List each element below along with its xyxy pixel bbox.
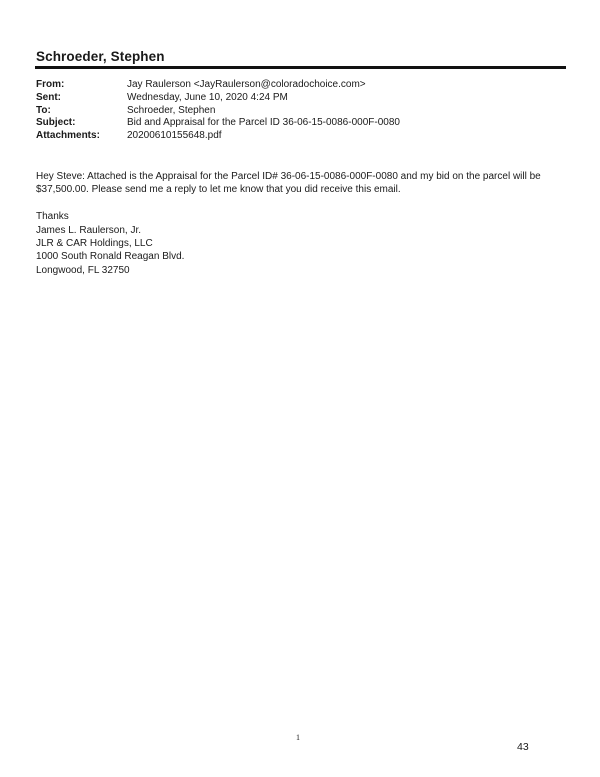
header-row-sent [36,92,400,105]
email-body [36,170,556,277]
bates-number: 43 [517,741,529,753]
signature-line: 1000 South Ronald Reagan Blvd. [36,251,185,263]
signature-line: JLR & CAR Holdings, LLC [36,238,153,250]
body-line: Hey Steve: Attached is the Appraisal for the Parcel ID# 36-06-15-0086-000F-0080 and my bid on the parcel will be [36,171,541,182]
title-divider [35,66,566,69]
body-line: $37,500.00. Please send me a reply to let me know that you did receive this email. [36,184,401,196]
header-label: Attachments: [36,130,100,142]
attachment-filename: 20200610155648.pdf [127,130,222,142]
header-row-subject [36,117,400,130]
header-label: From: [36,79,65,90]
from-value: Jay Raulerson <JayRaulerson@coloradochoice.com> [127,79,366,90]
header-row-attachments [36,130,400,143]
sent-value: Wednesday, June 10, 2020 4:24 PM [127,91,288,103]
subject-value: Bid and Appraisal for the Parcel ID 36-06-15-0086-000F-0080 [127,117,400,129]
signature-block [36,210,556,277]
email-headers [36,79,400,143]
page-number: 1 [296,733,300,742]
signature-line: Thanks [36,211,69,223]
header-label: Sent: [36,91,61,103]
signature-line: James L. Raulerson, Jr. [36,224,142,236]
header-row-to [36,105,400,118]
header-row-from [36,79,400,92]
signature-line: Longwood, FL 32750 [36,264,130,276]
email-title: Schroeder, Stephen [36,49,165,64]
header-label: To: [36,104,51,116]
header-label: Subject: [36,117,76,129]
to-value: Schroeder, Stephen [127,104,216,116]
paragraph-spacer [36,197,556,210]
